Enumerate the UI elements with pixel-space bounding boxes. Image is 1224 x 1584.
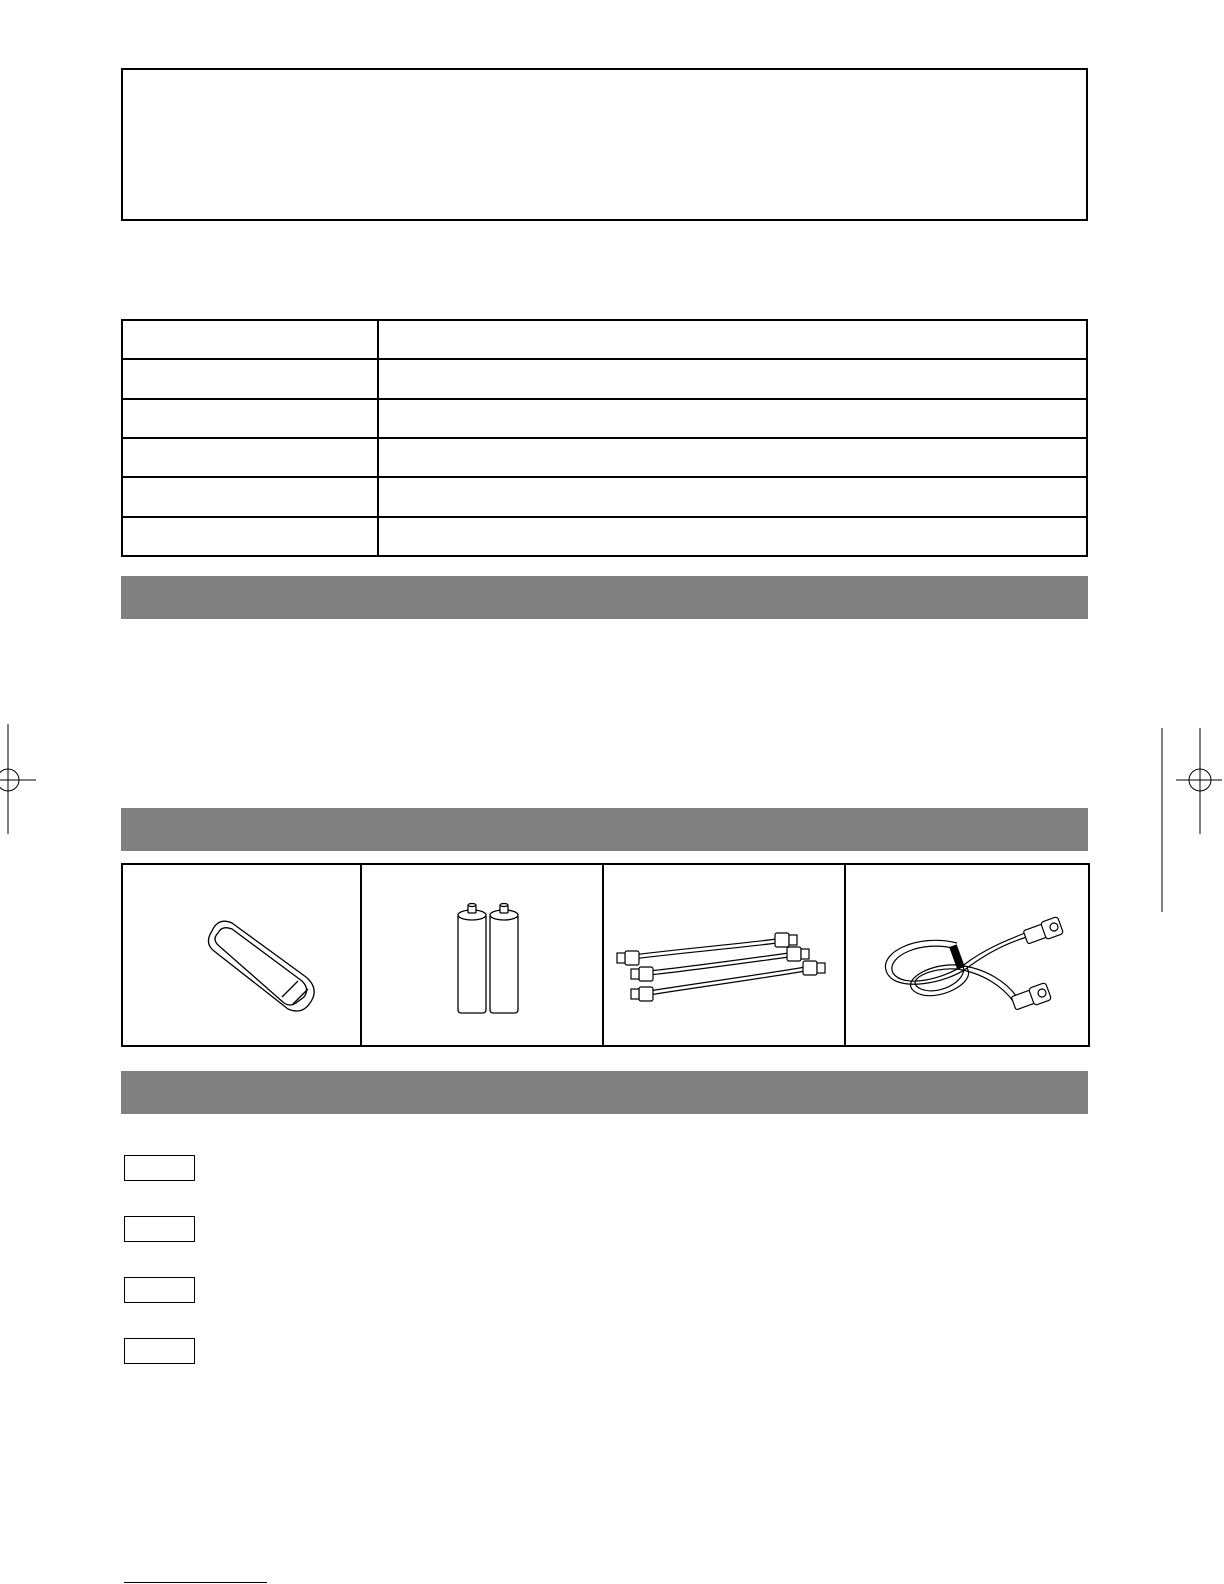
remote-control-icon <box>142 873 342 1033</box>
step-label-box <box>124 1277 195 1303</box>
spec-value <box>378 477 1087 516</box>
rca-av-cables-icon <box>609 873 839 1033</box>
spec-label <box>122 517 378 556</box>
table-row <box>122 438 1087 477</box>
spec-label <box>122 399 378 438</box>
notice-box <box>121 68 1088 221</box>
spec-value <box>378 438 1087 477</box>
accessories-table <box>121 863 1090 1047</box>
table-row <box>122 864 1089 1046</box>
spec-value <box>378 359 1087 398</box>
footer-rule <box>124 1582 267 1583</box>
accessory-cell <box>603 864 845 1046</box>
spec-value <box>378 399 1087 438</box>
table-row <box>122 359 1087 398</box>
spec-label <box>122 438 378 477</box>
step-label-box <box>124 1155 195 1181</box>
spec-label <box>122 320 378 359</box>
step-label-box <box>124 1216 195 1242</box>
spec-label <box>122 477 378 516</box>
rf-coaxial-cable-icon <box>857 873 1077 1033</box>
spec-table <box>121 319 1088 557</box>
registration-mark-right-icon <box>1160 724 1224 916</box>
step-label-box <box>124 1338 195 1364</box>
spec-value <box>378 320 1087 359</box>
section-heading-bar <box>121 1071 1088 1114</box>
table-row <box>122 477 1087 516</box>
accessory-cell <box>361 864 603 1046</box>
table-row <box>122 399 1087 438</box>
accessory-cell <box>845 864 1089 1046</box>
section-heading-bar <box>121 808 1088 851</box>
table-row <box>122 517 1087 556</box>
table-row <box>122 320 1087 359</box>
spec-label <box>122 359 378 398</box>
aa-batteries-icon <box>382 873 582 1033</box>
spec-value <box>378 517 1087 556</box>
registration-mark-left-icon <box>0 724 40 836</box>
accessory-cell <box>122 864 361 1046</box>
section-heading-bar <box>121 576 1088 619</box>
